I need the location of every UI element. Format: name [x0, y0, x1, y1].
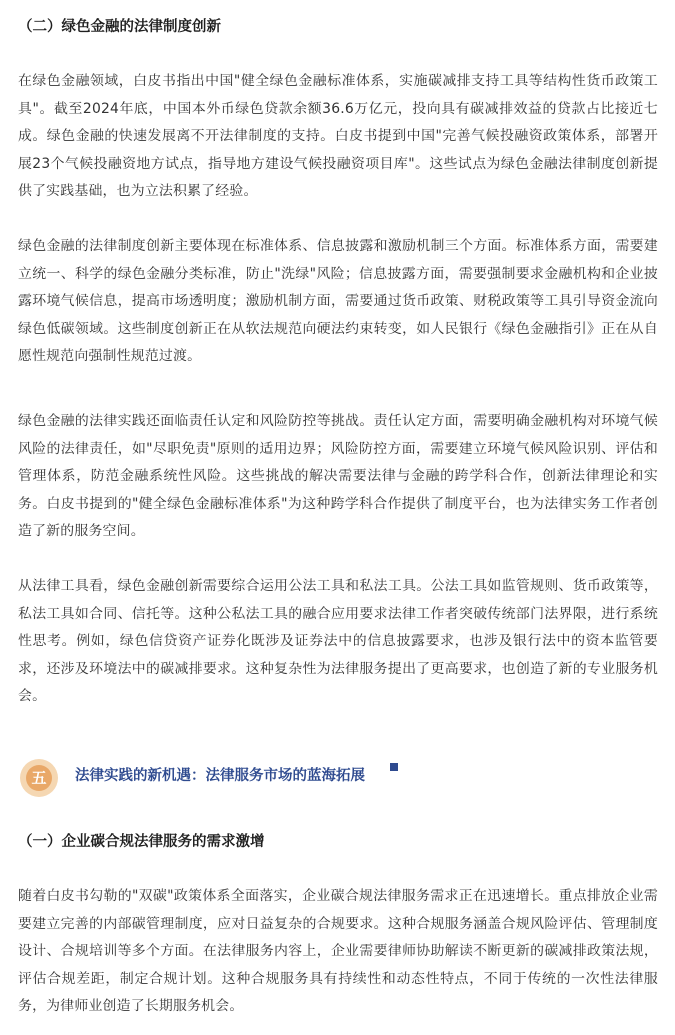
decorative-square-icon: [390, 763, 398, 771]
section-five-banner: [20, 755, 660, 801]
paragraph-carbon-compliance: 随着白皮书勾勒的"双碳"政策体系全面落实，企业碳合规法律服务需求正在迅速增长。重点排放企业需要建立完善的内部碳管理制度，应对日益复杂的合规要求。这种合规服务涵盖合规风险评估、管理制度设计、合规培训等多个方面。在法律服务内容上，企业需要律师协助解读不断更新的碳减排政策法规，评估合规差距，制定合规计划。这种合规服务具有持续性和动态性特点，不同于传统的一次性法律服务，为律师业创造了长期服务机会。: [18, 888, 658, 1014]
paragraph-legal-tools: 从法律工具看，绿色金融创新需要综合运用公法工具和私法工具。公法工具如监管规则、货币政策等，私法工具如合同、信托等。这种公私法工具的融合应用要求法律工作者突破传统部门法界限，进行系统性思考。例如，绿色信贷资产证券化既涉及证券法中的信息披露要求，也涉及银行法中的资本监管要求，还涉及环境法中的碳减排要求。这种复杂性为法律服务提出了更高要求，也创造了新的专业服务机会。: [18, 578, 658, 704]
paragraph-legal-challenges: 绿色金融的法律实践还面临责任认定和风险防控等挑战。责任认定方面，需要明确金融机构对环境气候风险的法律责任，如"尽职免责"原则的适用边界；风险防控方面，需要建立环境气候风险识别、评估和管理体系，防范金融系统性风险。这些挑战的解决需要法律与金融的跨学科合作，创新法律理论和实务。白皮书提到的"健全绿色金融标准体系"为这种跨学科合作提供了制度平台，也为法律实务工作者创造了新的服务空间。: [18, 413, 658, 539]
paragraph-green-finance-intro: 在绿色金融领域，白皮书指出中国"健全绿色金融标准体系，实施碳减排支持工具等结构性货币政策工具"。截至2024年底，中国本外币绿色贷款余额36.6万亿元，投向具有碳减排效益的贷款占比接近七成。绿色金融的快速发展离不开法律制度的支持。白皮书提到中国"完善气候投融资政策体系，部署开展23个气候投融资地方试点，指导地方建设气候投融资项目库"。这些试点为绿色金融法律制度创新提供了实践基础，也为立法积累了经验。: [18, 73, 658, 199]
subsection-title-carbon-compliance: （一）企业碳合规法律服务的需求激增: [18, 834, 265, 850]
paragraph-institutional-innovation: 绿色金融的法律制度创新主要体现在标准体系、信息披露和激励机制三个方面。标准体系方面，需要建立统一、科学的绿色金融分类标准，防止"洗绿"风险；信息披露方面，需要强制要求金融机构和企业披露环境气候信息，提高市场透明度；激励机制方面，需要通过货币政策、财税政策等工具引导资金流向绿色低碳领域。这些制度创新正在从软法规范向硬法约束转变，如人民银行《绿色金融指引》正在从自愿性规范向强制性规范过渡。: [18, 238, 658, 364]
section-number-label: 五: [26, 765, 52, 791]
section-number-badge: [20, 759, 58, 797]
subsection-title-green-finance: （二）绿色金融的法律制度创新: [18, 19, 221, 35]
section-five-title: 法律实践的新机遇：法律服务市场的蓝海拓展: [75, 768, 365, 784]
